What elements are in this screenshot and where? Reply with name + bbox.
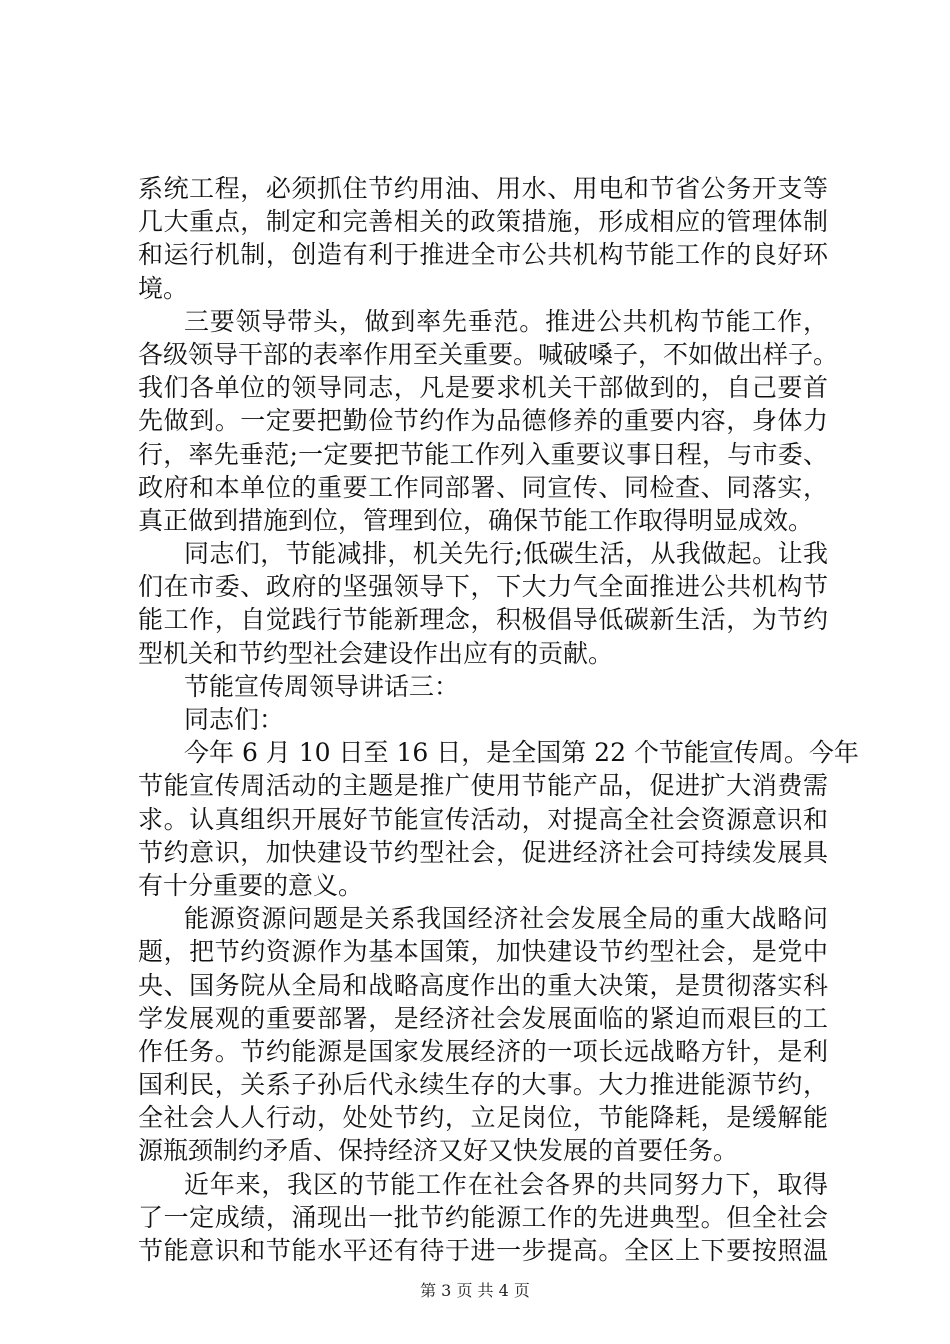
text-line: 能工作，自觉践行节能新理念，积极倡导低碳新生活，为节约: [138, 605, 828, 635]
text-line: 全社会人人行动，处处节约，立足岗位，节能降耗，是缓解能: [138, 1103, 828, 1133]
text-line: 了一定成绩，涌现出一批节约能源工作的先进典型。但全社会: [138, 1202, 828, 1232]
text-line: 有十分重要的意义。: [138, 870, 364, 900]
text-line: 题，把节约资源作为基本国策，加快建设节约型社会，是党中: [138, 937, 828, 967]
text-line: 政府和本单位的重要工作同部署、同宣传、同检查、同落实，: [138, 472, 828, 502]
text-line: 今年 6 月 10 日至 16 日，是全国第 22 个节能宣传周。今年: [184, 738, 859, 768]
text-line: 系统工程，必须抓住节约用油、用水、用电和节省公务开支等: [138, 174, 828, 203]
text-line: 近年来，我区的节能工作在社会各界的共同努力下，取得: [184, 1169, 828, 1199]
text-line: 同志们：: [184, 705, 285, 734]
text-line: 们在市委、政府的坚强领导下，下大力气全面推进公共机构节: [138, 572, 828, 602]
text-line: 型机关和节约型社会建设作出应有的贡献。: [138, 638, 614, 668]
text-line: 境。: [138, 273, 189, 303]
text-line: 源瓶颈制约矛盾、保持经济又好又快发展的首要任务。: [138, 1136, 739, 1166]
text-line: 各级领导干部的表率作用至关重要。喊破嗓子，不如做出样子。: [138, 339, 839, 369]
text-line: 央、国务院从全局和战略高度作出的重大决策，是贯彻落实科: [138, 970, 828, 1000]
text-line: 我们各单位的领导同志，凡是要求机关干部做到的，自己要首: [138, 373, 828, 403]
text-line: 几大重点，制定和完善相关的政策措施，形成相应的管理体制: [138, 207, 828, 237]
text-line: 和运行机制，创造有利于推进全市公共机构节能工作的良好环: [138, 240, 828, 270]
text-line: 国利民，关系子孙后代永续生存的大事。大力推进能源节约，: [138, 1070, 828, 1100]
text-line: 先做到。一定要把勤俭节约作为品德修养的重要内容，身体力: [138, 406, 828, 436]
text-line: 行，率先垂范;一定要把节能工作列入重要议事日程，与市委、: [138, 439, 828, 469]
text-line: 节能宣传周领导讲话三：: [184, 671, 460, 701]
text-line: 节约意识，加快建设节约型社会，促进经济社会可持续发展具: [138, 837, 828, 867]
text-line: 学发展观的重要部署，是经济社会发展面临的紧迫而艰巨的工: [138, 1003, 828, 1033]
text-line: 节能意识和节能水平还有待于进一步提高。全区上下要按照温: [138, 1236, 828, 1265]
text-line: 作任务。节约能源是国家发展经济的一项长远战略方针，是利: [138, 1036, 828, 1066]
text-line: 三要领导带头，做到率先垂范。推进公共机构节能工作，: [184, 306, 828, 336]
text-line: 节能宣传周活动的主题是推广使用节能产品，促进扩大消费需: [138, 771, 828, 801]
text-line: 能源资源问题是关系我国经济社会发展全局的重大战略问: [184, 904, 828, 934]
page-footer: 第 3 页 共 4 页: [420, 1281, 530, 1300]
text-line: 同志们，节能减排，机关先行;低碳生活，从我做起。让我: [184, 539, 828, 569]
document-body: [138, 172, 859, 1267]
text-line: 真正做到措施到位，管理到位，确保节能工作取得明显成效。: [138, 505, 814, 535]
text-line: 求。认真组织开展好节能宣传活动，对提高全社会资源意识和: [138, 804, 828, 834]
